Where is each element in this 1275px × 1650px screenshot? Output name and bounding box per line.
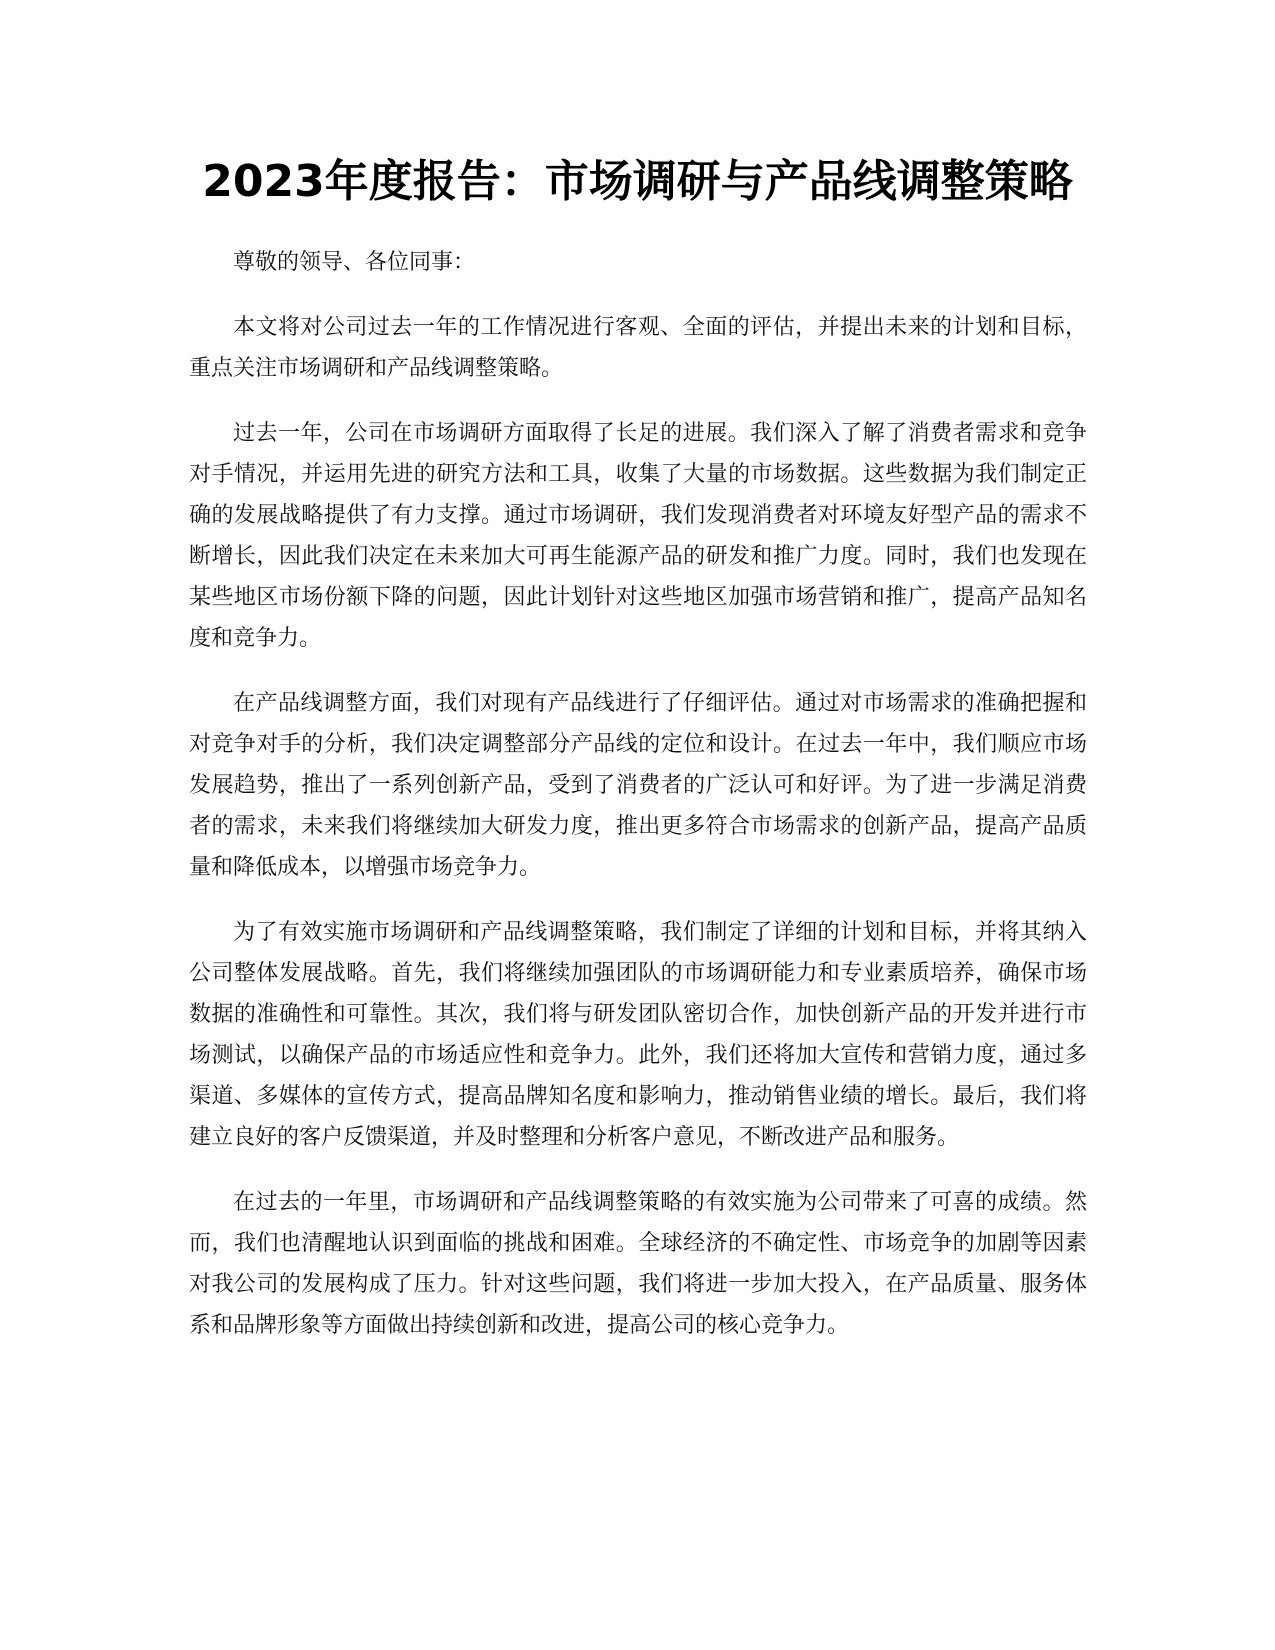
document-body: [189, 242, 1087, 1370]
paragraph-conclusion: 在过去的一年里，市场调研和产品线调整策略的有效实施为公司带来了可喜的成绩。然而，我们也清醒地认识到面临的挑战和困难。全球经济的不确定性、市场竞争的加剧等因素对我公司的发展构成了压力。针对这些问题，我们将进一步加大投入，在产品质量、服务体系和品牌形象等方面做出持续创新和改进，提高公司的核心竞争力。: [189, 1190, 1087, 1338]
paragraph-intro: 本文将对公司过去一年的工作情况进行客观、全面的评估，并提出未来的计划和目标，重点关注市场调研和产品线调整策略。: [189, 315, 1087, 381]
document-title: 2023年度报告：市场调研与产品线调整策略: [202, 156, 1073, 207]
paragraph-product-line: 在产品线调整方面，我们对现有产品线进行了仔细评估。通过对市场需求的准确把握和对竞争对手的分析，我们决定调整部分产品线的定位和设计。在过去一年中，我们顺应市场发展趋势，推出了一系列创新产品，受到了消费者的广泛认可和好评。为了进一步满足消费者的需求，未来我们将继续加大研发力度，推出更多符合市场需求的创新产品，提高产品质量和降低成本，以增强市场竞争力。: [189, 691, 1087, 880]
paragraph-implementation-plan: 为了有效实施市场调研和产品线调整策略，我们制定了详细的计划和目标，并将其纳入公司整体发展战略。首先，我们将继续加强团队的市场调研能力和专业素质培养，确保市场数据的准确性和可靠性。其次，我们将与研发团队密切合作，加快创新产品的开发并进行市场测试，以确保产品的市场适应性和竞争力。此外，我们还将加大宣传和营销力度，通过多渠道、多媒体的宣传方式，提高品牌知名度和影响力，推动销售业绩的增长。最后，我们将建立良好的客户反馈渠道，并及时整理和分析客户意见，不断改进产品和服务。: [189, 920, 1087, 1150]
salutation: 尊敬的领导、各位同事：: [233, 250, 476, 275]
paragraph-market-research: 过去一年，公司在市场调研方面取得了长足的进展。我们深入了解了消费者需求和竞争对手情况，并运用先进的研究方法和工具，收集了大量的市场数据。这些数据为我们制定正确的发展战略提供了有力支撑。通过市场调研，我们发现消费者对环境友好型产品的需求不断增长，因此我们决定在未来加大可再生能源产品的研发和推广力度。同时，我们也发现在某些地区市场份额下降的问题，因此计划针对这些地区加强市场营销和推广，提高产品知名度和竞争力。: [189, 421, 1087, 651]
